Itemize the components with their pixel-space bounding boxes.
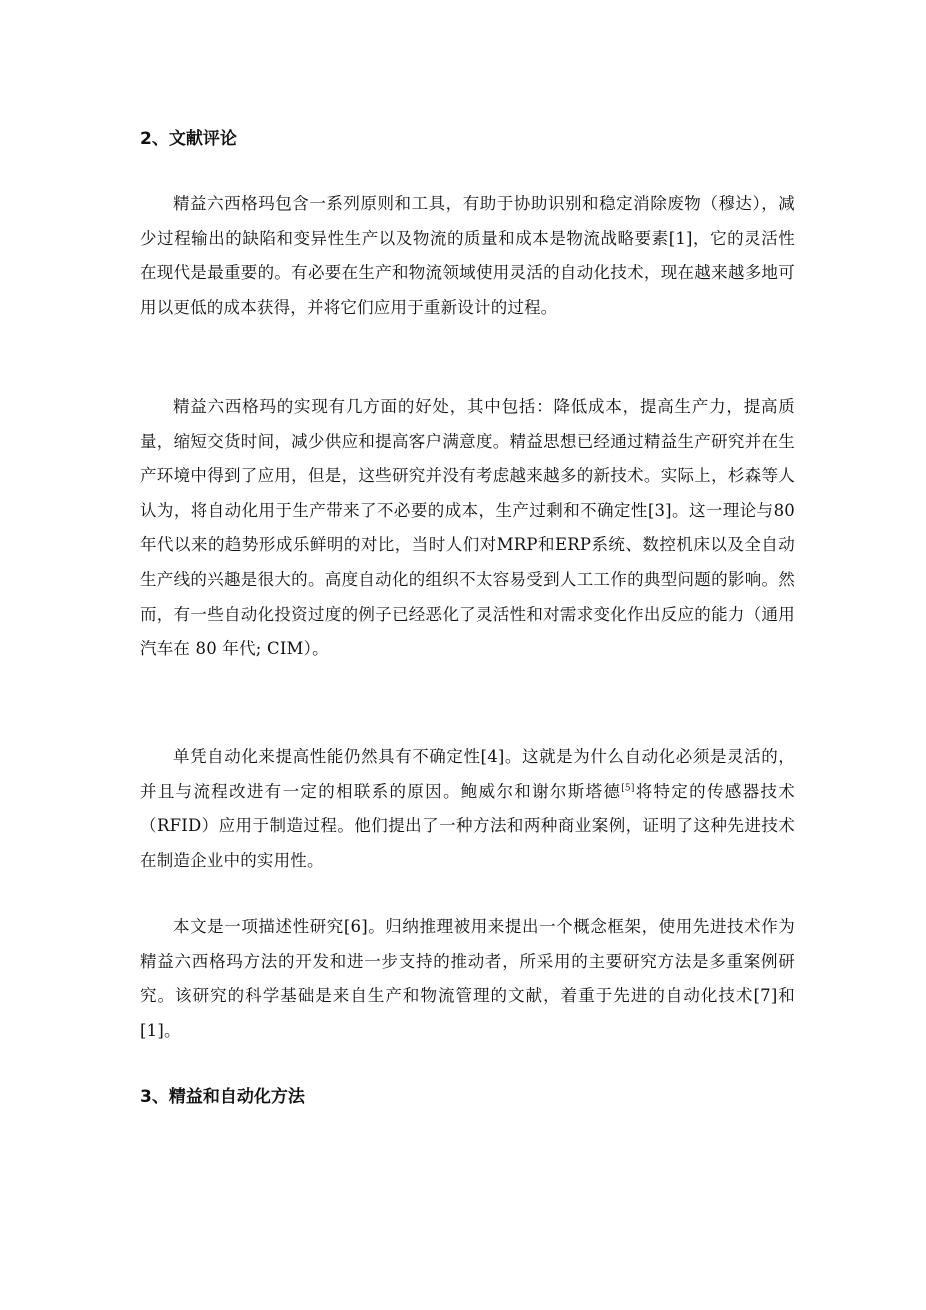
paragraph-3-text-before: 单凭自动化来提高性能仍然具有不确定性[4]。这就是为什么自动化必须是灵活的，并且与流程改进有一定的相联系的原因。鲍威尔和谢尔斯塔德: [140, 747, 795, 801]
paragraph-3-text-after: 将特定的传感器技术（RFID）应用于制造过程。他们提出了一种方法和两种商业案例，证明了这种先进技术在制造企业中的实用性。: [140, 781, 795, 870]
paragraph-1: 精益六西格玛包含一系列原则和工具，有助于协助识别和稳定消除废物（穆达），减少过程输出的缺陷和变异性生产以及物流的质量和成本是物流战略要素[1]，它的灵活性在现代是最重要的。有必要在生产和物流领域使用灵活的自动化技术，现在越来越多地可用以更低的成本获得，并将它们应用于重新设计的过程。: [140, 194, 795, 317]
paragraph-4: 本文是一项描述性研究[6]。归纳推理被用来提出一个概念框架，使用先进技术作为精益六西格玛方法的开发和进一步支持的推动者，所采用的主要研究方法是多重案例研究。该研究的科学基础是来自生产和物流管理的文献，着重于先进的自动化技术[7]和[1]。: [140, 917, 795, 1040]
paragraph-2: 精益六西格玛的实现有几方面的好处，其中包括：降低成本，提高生产力，提高质量，缩短交货时间，减少供应和提高客户满意度。精益思想已经通过精益生产研究并在生产环境中得到了应用，但是，这些研究并没有考虑越来越多的新技术。实际上，杉森等人认为，将自动化用于生产带来了不必要的成本，生产过剩和不确定性[3]。这一理论与80年代以来的趋势形成乐鲜明的对比，当时人们对MRP和ERP系统、数控机床以及全自动生产线的兴趣是很大的。高度自动化的组织不太容易受到人工工作的典型问题的影响。然而，有一些自动化投资过度的例子已经恶化了灵活性和对需求变化作出反应的能力（通用汽车在 80 年代; CIM）。: [140, 397, 795, 659]
section-heading-literature-review: 2、文献评论: [140, 129, 237, 149]
section-heading-lean-automation: 3、精益和自动化方法: [140, 1087, 305, 1107]
citation-superscript: [5]: [621, 783, 635, 794]
paragraph-3: [140, 740, 795, 878]
